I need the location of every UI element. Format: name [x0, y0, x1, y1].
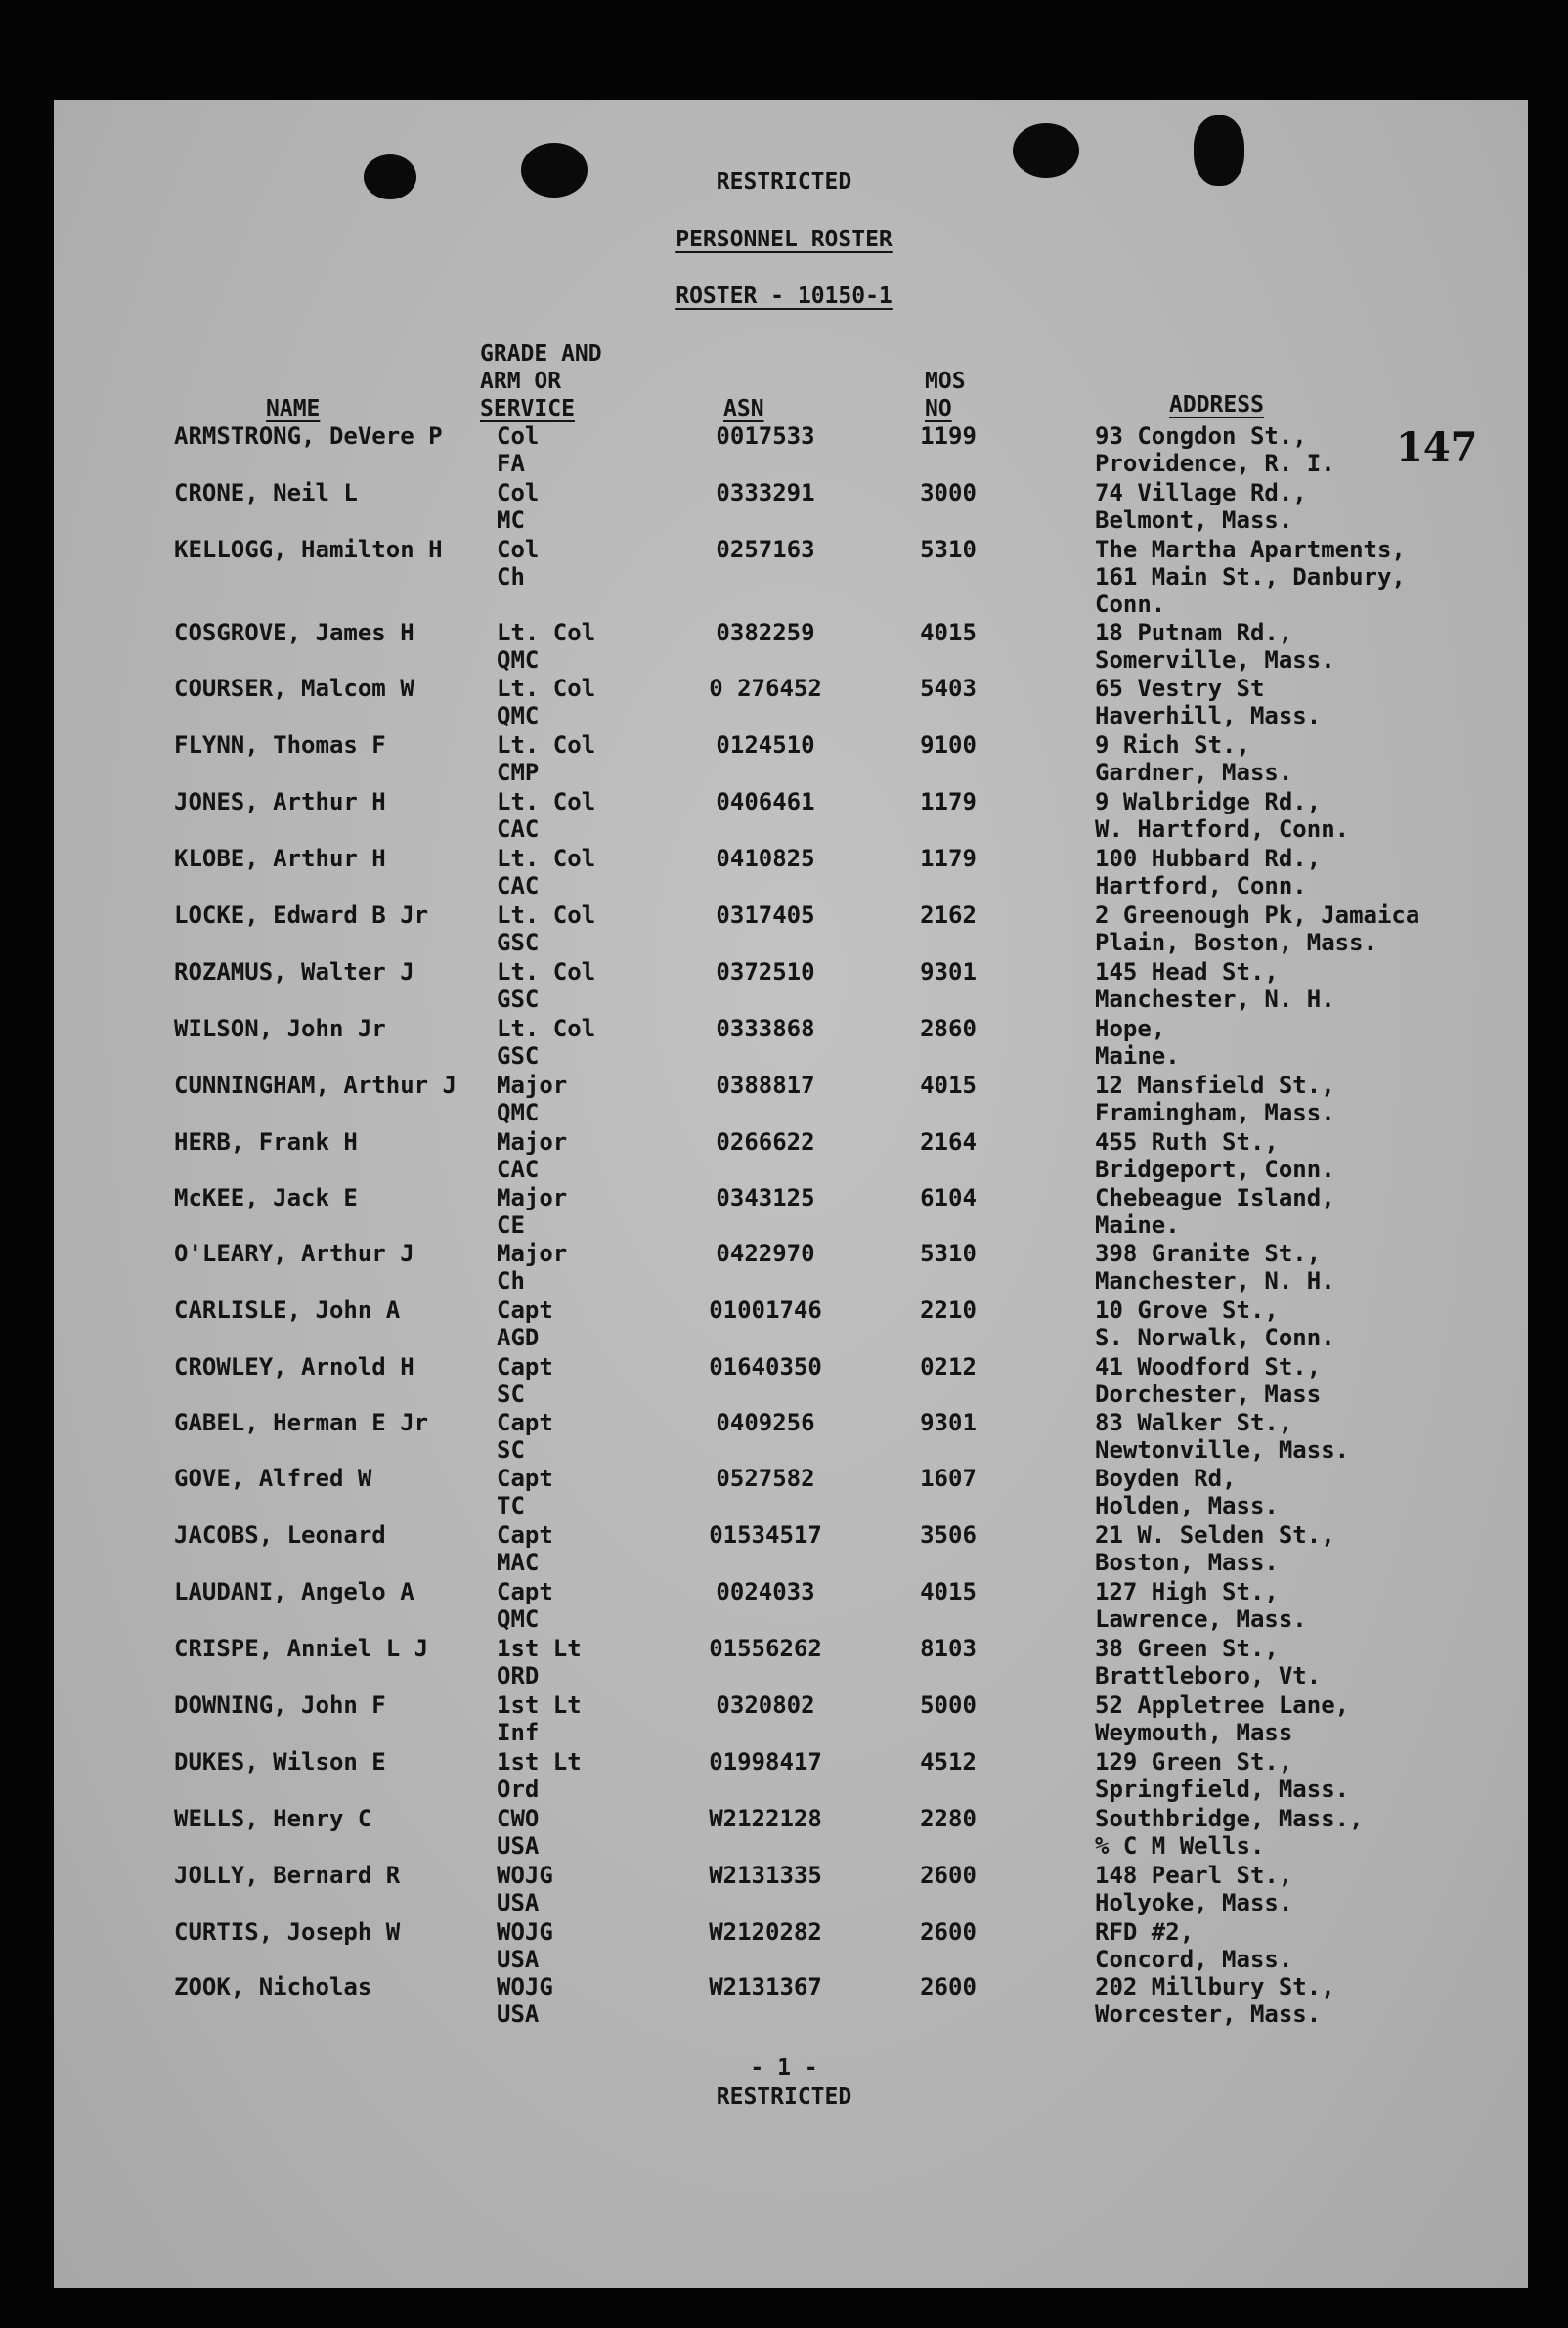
- cell-grade: Capt: [497, 1409, 553, 1436]
- cell-addr2: Brattleboro, Vt.: [1095, 1662, 1322, 1690]
- cell-grade: Col: [497, 479, 540, 506]
- cell-asn: W2131335: [709, 1862, 822, 1889]
- cell-branch: SC: [497, 1381, 525, 1408]
- roster-row: [0, 1862, 1568, 1918]
- roster-row: [0, 1635, 1568, 1691]
- cell-asn: W2131367: [709, 1973, 822, 2000]
- cell-name: CUNNINGHAM, Arthur J: [174, 1072, 457, 1099]
- cell-name: WELLS, Henry C: [174, 1805, 372, 1832]
- cell-addr2: Newtonville, Mass.: [1095, 1436, 1350, 1464]
- cell-mos: 3506: [920, 1521, 977, 1549]
- roster-row: [0, 675, 1568, 731]
- cell-branch: QMC: [497, 1605, 540, 1633]
- roster-row: [0, 1184, 1568, 1241]
- column-header-asn: ASN: [723, 396, 764, 421]
- cell-mos: 4015: [920, 619, 977, 646]
- cell-addr1: 74 Village Rd.,: [1095, 479, 1307, 506]
- cell-addr2: Gardner, Mass.: [1095, 759, 1293, 786]
- cell-mos: 4015: [920, 1578, 977, 1605]
- roster-row: [0, 845, 1568, 901]
- cell-asn: 0343125: [716, 1184, 815, 1211]
- roster-row: [0, 1521, 1568, 1578]
- cell-addr1: Chebeague Island,: [1095, 1184, 1335, 1211]
- cell-addr1: 21 W. Selden St.,: [1095, 1521, 1335, 1549]
- cell-addr2: Belmont, Mass.: [1095, 506, 1293, 534]
- cell-name: KELLOGG, Hamilton H: [174, 536, 443, 563]
- cell-mos: 2162: [920, 901, 977, 929]
- roster-row: [0, 1409, 1568, 1466]
- cell-addr2: Boston, Mass.: [1095, 1549, 1279, 1576]
- cell-grade: Lt. Col: [497, 1015, 596, 1042]
- cell-branch: QMC: [497, 1099, 540, 1126]
- cell-mos: 2600: [920, 1862, 977, 1889]
- cell-addr2: Somerville, Mass.: [1095, 646, 1335, 674]
- column-header-address: ADDRESS: [1169, 392, 1264, 417]
- cell-name: WILSON, John Jr: [174, 1015, 386, 1042]
- roster-row: [0, 731, 1568, 788]
- cell-branch: TC: [497, 1492, 525, 1519]
- cell-asn: W2122128: [709, 1805, 822, 1832]
- cell-branch: AGD: [497, 1324, 540, 1351]
- roster-row: [0, 1072, 1568, 1128]
- cell-asn: 0317405: [716, 901, 815, 929]
- roster-id: [0, 284, 1568, 309]
- cell-grade: 1st Lt: [497, 1691, 582, 1719]
- cell-name: O'LEARY, Arthur J: [174, 1240, 414, 1267]
- cell-addr1: 83 Walker St.,: [1095, 1409, 1293, 1436]
- title-text: PERSONNEL ROSTER: [675, 227, 893, 252]
- cell-addr1: 9 Walbridge Rd.,: [1095, 788, 1322, 815]
- cell-mos: 1179: [920, 788, 977, 815]
- cell-grade: Major: [497, 1128, 568, 1156]
- cell-grade: Capt: [497, 1353, 553, 1381]
- cell-asn: 0372510: [716, 958, 815, 986]
- cell-addr1: 2 Greenough Pk, Jamaica: [1095, 901, 1420, 929]
- cell-branch: MAC: [497, 1549, 540, 1576]
- cell-branch: USA: [497, 1832, 540, 1860]
- cell-name: LAUDANI, Angelo A: [174, 1578, 414, 1605]
- cell-addr2: 161 Main St., Danbury,: [1095, 563, 1406, 591]
- cell-name: GABEL, Herman E Jr: [174, 1409, 429, 1436]
- cell-addr1: 52 Appletree Lane,: [1095, 1691, 1350, 1719]
- cell-branch: USA: [497, 1946, 540, 1973]
- cell-addr1: 202 Millbury St.,: [1095, 1973, 1335, 2000]
- cell-asn: 0382259: [716, 619, 815, 646]
- cell-addr1: RFD #2,: [1095, 1918, 1195, 1946]
- cell-name: LOCKE, Edward B Jr: [174, 901, 429, 929]
- roster-row: [0, 1918, 1568, 1975]
- cell-grade: Col: [497, 536, 540, 563]
- cell-mos: 9301: [920, 958, 977, 986]
- cell-grade: Major: [497, 1240, 568, 1267]
- cell-grade: Lt. Col: [497, 901, 596, 929]
- cell-asn: 0 276452: [709, 675, 822, 702]
- cell-grade: WOJG: [497, 1862, 553, 1889]
- cell-grade: 1st Lt: [497, 1635, 582, 1662]
- cell-name: DOWNING, John F: [174, 1691, 386, 1719]
- cell-addr1: 455 Ruth St.,: [1095, 1128, 1279, 1156]
- page-number: - 1 -: [750, 2055, 818, 2081]
- cell-branch: Inf: [497, 1719, 540, 1746]
- cell-mos: 0212: [920, 1353, 977, 1381]
- cell-asn: 0527582: [716, 1465, 815, 1492]
- cell-branch: USA: [497, 1889, 540, 1916]
- cell-addr1: 10 Grove St.,: [1095, 1296, 1279, 1324]
- cell-addr1: 12 Mansfield St.,: [1095, 1072, 1335, 1099]
- cell-mos: 2280: [920, 1805, 977, 1832]
- cell-mos: 2600: [920, 1918, 977, 1946]
- cell-addr1: Southbridge, Mass.,: [1095, 1805, 1364, 1832]
- cell-asn: 0266622: [716, 1128, 815, 1156]
- cell-addr2: Bridgeport, Conn.: [1095, 1156, 1335, 1183]
- cell-name: JACOBS, Leonard: [174, 1521, 386, 1549]
- column-header-name: NAME: [266, 396, 321, 421]
- cell-mos: 1179: [920, 845, 977, 872]
- cell-grade: Capt: [497, 1465, 553, 1492]
- roster-row: [0, 1748, 1568, 1805]
- cell-grade: WOJG: [497, 1918, 553, 1946]
- cell-addr2: Weymouth, Mass: [1095, 1719, 1293, 1746]
- cell-asn: 0409256: [716, 1409, 815, 1436]
- cell-mos: 2210: [920, 1296, 977, 1324]
- cell-addr2: Haverhill, Mass.: [1095, 702, 1322, 729]
- roster-row: [0, 901, 1568, 958]
- cell-asn: 01640350: [709, 1353, 822, 1381]
- cell-branch: CAC: [497, 815, 540, 843]
- cell-branch: MC: [497, 506, 525, 534]
- cell-name: DUKES, Wilson E: [174, 1748, 386, 1776]
- cell-addr2: Dorchester, Mass: [1095, 1381, 1322, 1408]
- cell-mos: 1607: [920, 1465, 977, 1492]
- cell-name: COSGROVE, James H: [174, 619, 414, 646]
- roster-row: [0, 536, 1568, 618]
- cell-addr2: Lawrence, Mass.: [1095, 1605, 1307, 1633]
- cell-branch: QMC: [497, 702, 540, 729]
- cell-asn: 0422970: [716, 1240, 815, 1267]
- cell-name: GOVE, Alfred W: [174, 1465, 372, 1492]
- cell-name: KLOBE, Arthur H: [174, 845, 386, 872]
- cell-branch: ORD: [497, 1662, 540, 1690]
- cell-name: FLYNN, Thomas F: [174, 731, 386, 759]
- roster-row: [0, 1240, 1568, 1296]
- cell-grade: Col: [497, 422, 540, 450]
- roster-row: [0, 1128, 1568, 1185]
- cell-mos: 4015: [920, 1072, 977, 1099]
- cell-mos: 2164: [920, 1128, 977, 1156]
- cell-branch: CAC: [497, 1156, 540, 1183]
- cell-addr2: Maine.: [1095, 1042, 1180, 1070]
- cell-asn: 01556262: [709, 1635, 822, 1662]
- cell-mos: 5403: [920, 675, 977, 702]
- cell-mos: 9301: [920, 1409, 977, 1436]
- cell-addr1: 9 Rich St.,: [1095, 731, 1250, 759]
- roster-row: [0, 1805, 1568, 1862]
- cell-name: CROWLEY, Arnold H: [174, 1353, 414, 1381]
- cell-branch: GSC: [497, 929, 540, 956]
- cell-addr2: Springfield, Mass.: [1095, 1776, 1350, 1803]
- cell-addr1: Hope,: [1095, 1015, 1166, 1042]
- cell-grade: Lt. Col: [497, 731, 596, 759]
- cell-mos: 2860: [920, 1015, 977, 1042]
- cell-mos: 9100: [920, 731, 977, 759]
- cell-name: ROZAMUS, Walter J: [174, 958, 414, 986]
- cell-grade: Lt. Col: [497, 619, 596, 646]
- cell-grade: Capt: [497, 1296, 553, 1324]
- cell-branch: CAC: [497, 872, 540, 900]
- roster-row: [0, 479, 1568, 536]
- cell-mos: 5310: [920, 1240, 977, 1267]
- cell-addr1: 18 Putnam Rd.,: [1095, 619, 1293, 646]
- cell-addr2: Maine.: [1095, 1211, 1180, 1239]
- roster-row: [0, 1578, 1568, 1635]
- roster-row: [0, 1015, 1568, 1072]
- cell-branch: Ch: [497, 563, 525, 591]
- cell-asn: W2120282: [709, 1918, 822, 1946]
- cell-asn: 0124510: [716, 731, 815, 759]
- cell-branch: FA: [497, 450, 525, 477]
- cell-addr2: % C M Wells.: [1095, 1832, 1265, 1860]
- roster-row: [0, 1353, 1568, 1410]
- cell-asn: 0406461: [716, 788, 815, 815]
- cell-name: JOLLY, Bernard R: [174, 1862, 401, 1889]
- cell-addr2: Providence, R. I.: [1095, 450, 1335, 477]
- cell-addr2: Framingham, Mass.: [1095, 1099, 1335, 1126]
- cell-mos: 5000: [920, 1691, 977, 1719]
- roster-row: [0, 422, 1568, 479]
- cell-asn: 0320802: [716, 1691, 815, 1719]
- cell-mos: 8103: [920, 1635, 977, 1662]
- roster-row: [0, 619, 1568, 676]
- cell-mos: 1199: [920, 422, 977, 450]
- cell-mos: 5310: [920, 536, 977, 563]
- cell-addr2: Worcester, Mass.: [1095, 2000, 1322, 2028]
- cell-asn: 0017533: [716, 422, 815, 450]
- cell-grade: Capt: [497, 1521, 553, 1549]
- cell-asn: 0333291: [716, 479, 815, 506]
- cell-addr1: 38 Green St.,: [1095, 1635, 1279, 1662]
- cell-mos: 3000: [920, 479, 977, 506]
- cell-asn: 01998417: [709, 1748, 822, 1776]
- cell-addr1: 127 High St.,: [1095, 1578, 1279, 1605]
- cell-addr2: Holden, Mass.: [1095, 1492, 1279, 1519]
- cell-grade: Lt. Col: [497, 788, 596, 815]
- cell-grade: 1st Lt: [497, 1748, 582, 1776]
- cell-branch: SC: [497, 1436, 525, 1464]
- cell-grade: CWO: [497, 1805, 540, 1832]
- roster-row: [0, 1296, 1568, 1353]
- cell-addr1: Boyden Rd,: [1095, 1465, 1237, 1492]
- cell-addr1: 145 Head St.,: [1095, 958, 1279, 986]
- cell-asn: 0410825: [716, 845, 815, 872]
- cell-branch: GSC: [497, 986, 540, 1013]
- document-title: [0, 227, 1568, 252]
- cell-grade: Lt. Col: [497, 958, 596, 986]
- roster-id-text: ROSTER - 10150-1: [675, 284, 893, 309]
- cell-name: CARLISLE, John A: [174, 1296, 401, 1324]
- cell-addr1: 65 Vestry St: [1095, 675, 1265, 702]
- cell-addr2: Holyoke, Mass.: [1095, 1889, 1293, 1916]
- cell-asn: 0388817: [716, 1072, 815, 1099]
- cell-name: CURTIS, Joseph W: [174, 1918, 401, 1946]
- cell-asn: 01534517: [709, 1521, 822, 1549]
- column-header-grade: GRADE AND ARM OR SERVICE: [480, 341, 602, 421]
- cell-addr2: W. Hartford, Conn.: [1095, 815, 1350, 843]
- cell-name: McKEE, Jack E: [174, 1184, 358, 1211]
- cell-asn: 0257163: [716, 536, 815, 563]
- cell-branch: GSC: [497, 1042, 540, 1070]
- cell-addr2: Concord, Mass.: [1095, 1946, 1293, 1973]
- column-header-mos: MOS NO: [925, 369, 966, 421]
- cell-grade: WOJG: [497, 1973, 553, 2000]
- classification-bottom: RESTRICTED: [716, 2085, 852, 2110]
- cell-name: JONES, Arthur H: [174, 788, 386, 815]
- cell-name: CRONE, Neil L: [174, 479, 358, 506]
- cell-addr3: Conn.: [1095, 591, 1166, 618]
- cell-asn: 01001746: [709, 1296, 822, 1324]
- roster-row: [0, 1691, 1568, 1748]
- cell-addr1: 129 Green St.,: [1095, 1748, 1293, 1776]
- cell-addr1: The Martha Apartments,: [1095, 536, 1406, 563]
- cell-name: ARMSTRONG, DeVere P: [174, 422, 443, 450]
- cell-addr2: Manchester, N. H.: [1095, 1267, 1335, 1295]
- roster-row: [0, 1973, 1568, 2030]
- cell-branch: QMC: [497, 646, 540, 674]
- classification-top: RESTRICTED: [716, 169, 852, 195]
- cell-grade: Major: [497, 1184, 568, 1211]
- cell-addr1: 41 Woodford St.,: [1095, 1353, 1322, 1381]
- roster-row: [0, 788, 1568, 845]
- roster-row: [0, 1465, 1568, 1521]
- cell-addr1: 398 Granite St.,: [1095, 1240, 1322, 1267]
- roster-row: [0, 958, 1568, 1015]
- cell-mos: 6104: [920, 1184, 977, 1211]
- cell-name: COURSER, Malcom W: [174, 675, 414, 702]
- cell-name: CRISPE, Anniel L J: [174, 1635, 429, 1662]
- cell-addr2: S. Norwalk, Conn.: [1095, 1324, 1335, 1351]
- cell-addr2: Plain, Boston, Mass.: [1095, 929, 1377, 956]
- cell-grade: Lt. Col: [497, 845, 596, 872]
- cell-mos: 4512: [920, 1748, 977, 1776]
- cell-grade: Capt: [497, 1578, 553, 1605]
- cell-name: HERB, Frank H: [174, 1128, 358, 1156]
- cell-addr2: Manchester, N. H.: [1095, 986, 1335, 1013]
- cell-addr2: Hartford, Conn.: [1095, 872, 1307, 900]
- cell-asn: 0024033: [716, 1578, 815, 1605]
- cell-branch: Ch: [497, 1267, 525, 1295]
- cell-branch: CE: [497, 1211, 525, 1239]
- cell-asn: 0333868: [716, 1015, 815, 1042]
- cell-branch: USA: [497, 2000, 540, 2028]
- cell-name: ZOOK, Nicholas: [174, 1973, 372, 2000]
- cell-mos: 2600: [920, 1973, 977, 2000]
- page-stamp: 147: [1396, 424, 1478, 470]
- cell-addr1: 100 Hubbard Rd.,: [1095, 845, 1322, 872]
- cell-addr1: 148 Pearl St.,: [1095, 1862, 1293, 1889]
- cell-addr1: 93 Congdon St.,: [1095, 422, 1307, 450]
- cell-branch: Ord: [497, 1776, 540, 1803]
- cell-grade: Major: [497, 1072, 568, 1099]
- cell-grade: Lt. Col: [497, 675, 596, 702]
- cell-branch: CMP: [497, 759, 540, 786]
